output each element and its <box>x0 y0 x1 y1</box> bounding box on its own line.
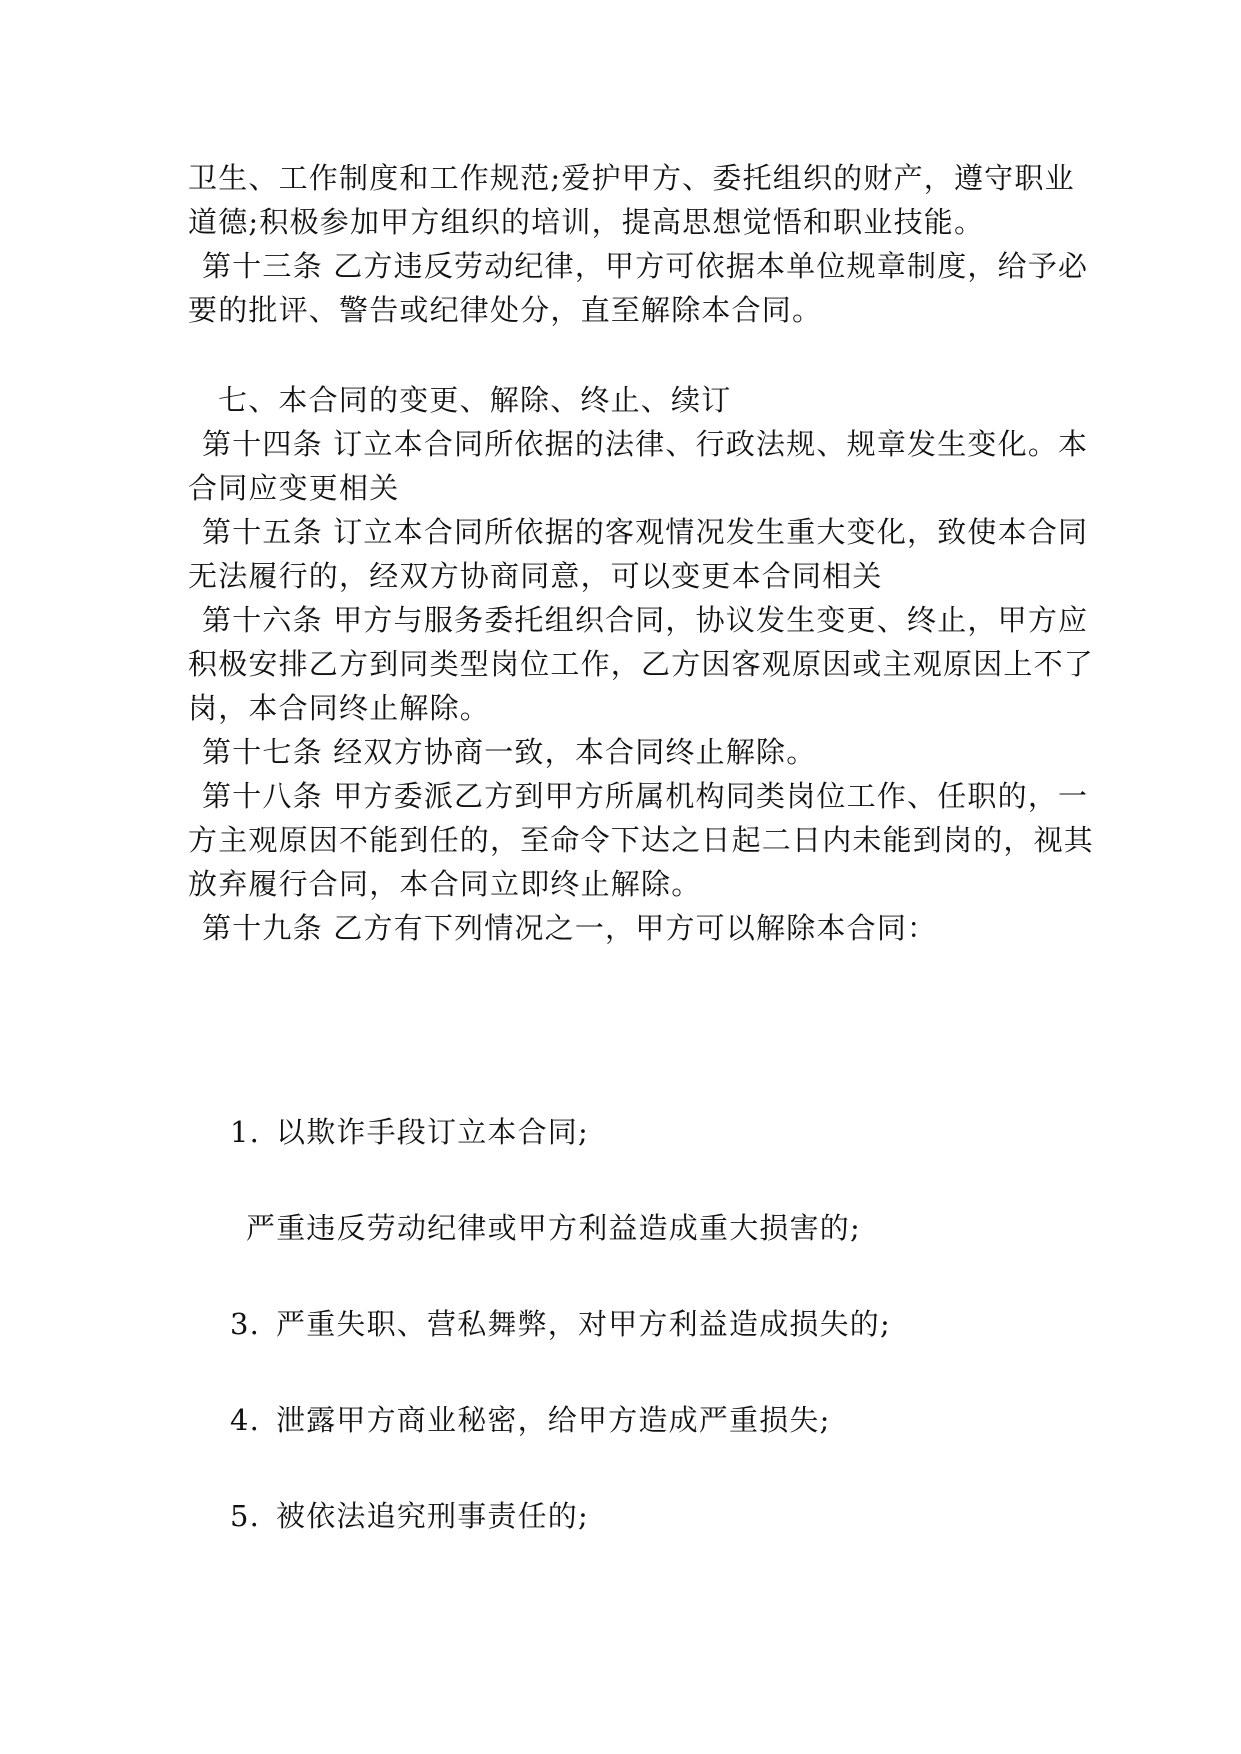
list-item-number: 3. <box>230 1307 261 1341</box>
list-item <box>230 1304 891 1344</box>
article-18-line-3: 放弃履行合同，本合同立即终止解除。 <box>188 867 702 901</box>
article-15-line-2: 无法履行的，经双方协商同意，可以变更本合同相关 <box>188 559 883 593</box>
list-item-text: 以欺诈手段订立本合同; <box>276 1115 589 1149</box>
list-item <box>230 1112 589 1152</box>
list-item-number: 5. <box>230 1499 261 1533</box>
article-16-line-1: 第十六条 甲方与服务委托组织合同，协议发生变更、终止，甲方应 <box>202 603 1089 637</box>
list-item <box>246 1208 861 1248</box>
list-item-number: 1. <box>230 1115 261 1149</box>
article-18-line-2: 方主观原因不能到任的，至命令下达之日起二日内未能到岗的，视其 <box>188 823 1095 857</box>
list-item-number: 4. <box>230 1403 261 1437</box>
article-18-line-1: 第十八条 甲方委派乙方到甲方所属机构同类岗位工作、任职的，一 <box>202 779 1089 813</box>
article-14-line-2: 合同应变更相关 <box>188 471 400 505</box>
paragraph-continuation-line-1: 卫生、工作制度和工作规范;爱护甲方、委托组织的财产，遵守职业 <box>188 161 1075 195</box>
article-19-line-1: 第十九条 乙方有下列情况之一，甲方可以解除本合同： <box>202 911 938 945</box>
paragraph-continuation-line-2: 道德;积极参加甲方组织的培训，提高思想觉悟和职业技能。 <box>188 205 985 239</box>
article-13-line-1: 第十三条 乙方违反劳动纪律，甲方可依据本单位规章制度，给予必 <box>202 249 1089 283</box>
list-item <box>230 1496 589 1536</box>
article-16-line-2: 积极安排乙方到同类型岗位工作，乙方因客观原因或主观原因上不了 <box>188 647 1095 681</box>
section-7-heading: 七、本合同的变更、解除、终止、续订 <box>218 383 732 417</box>
list-item-text: 严重违反劳动纪律或甲方利益造成重大损害的; <box>246 1211 861 1245</box>
article-13-line-2: 要的批评、警告或纪律处分，直至解除本合同。 <box>188 293 823 327</box>
article-17-line-1: 第十七条 经双方协商一致，本合同终止解除。 <box>202 735 817 769</box>
list-item-text: 严重失职、营私舞弊，对甲方利益造成损失的; <box>276 1307 891 1341</box>
article-15-line-1: 第十五条 订立本合同所依据的客观情况发生重大变化，致使本合同 <box>202 515 1089 549</box>
list-item-text: 被依法追究刑事责任的; <box>276 1499 589 1533</box>
article-16-line-3: 岗，本合同终止解除。 <box>188 691 491 725</box>
list-item <box>230 1400 831 1440</box>
article-14-line-1: 第十四条 订立本合同所依据的法律、行政法规、规章发生变化。本 <box>202 427 1089 461</box>
list-item-text: 泄露甲方商业秘密，给甲方造成严重损失; <box>276 1403 831 1437</box>
